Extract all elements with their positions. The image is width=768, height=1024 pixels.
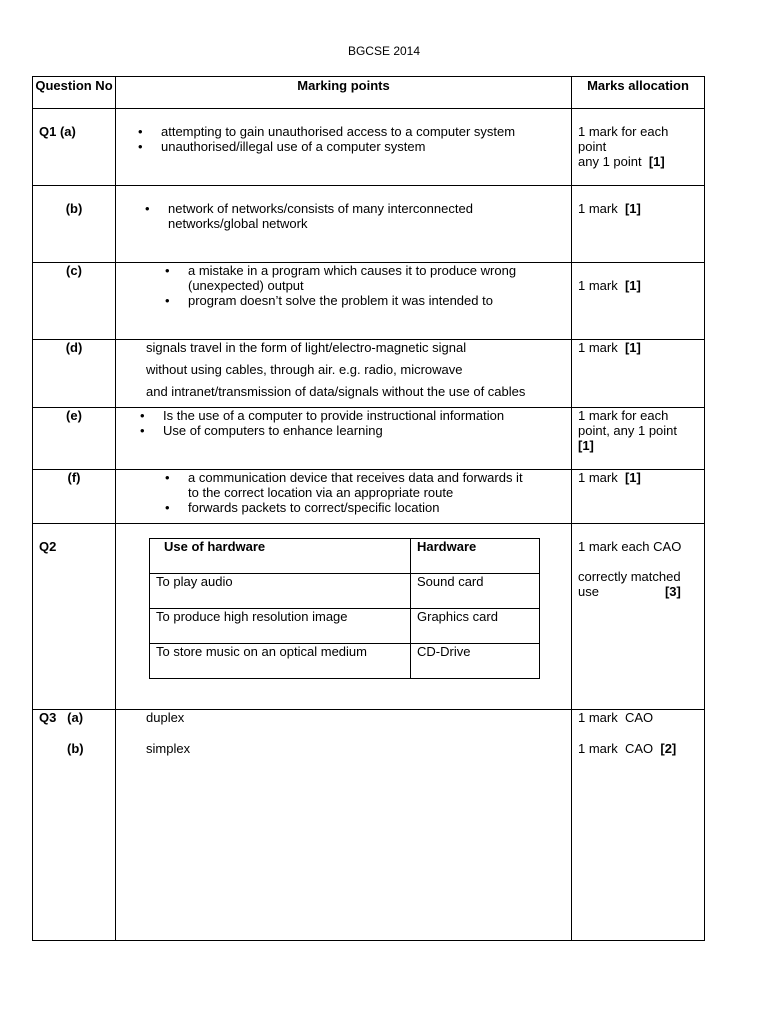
page-header: BGCSE 2014 — [347, 44, 421, 58]
table-row-q1d — [33, 340, 705, 408]
marks-text: 1 mark for each — [578, 408, 669, 423]
marking-point: • a mistake in a program which causes it to produce wrong — [188, 263, 565, 278]
marks-allocation-cell — [572, 524, 705, 710]
header-question-no: Question No — [33, 77, 116, 109]
question-label: (e) — [66, 408, 82, 423]
marks-total: [1] — [624, 278, 641, 293]
marking-points-cell — [116, 408, 572, 470]
marking-points-list — [188, 470, 565, 515]
question-label-cell — [33, 524, 116, 710]
marking-points-cell — [116, 710, 572, 941]
marks-text: any 1 point — [578, 154, 642, 169]
table-row-q1a — [33, 109, 705, 186]
marks-allocation-cell — [572, 470, 705, 524]
marking-line: signals travel in the form of light/electro-magnetic signal — [146, 340, 467, 355]
marks-text: point — [578, 139, 607, 154]
marking-point-continued: networks/global network — [168, 216, 308, 231]
marks-allocation-cell — [572, 263, 705, 340]
question-label: (d) — [65, 340, 83, 355]
marks-text: use — [578, 584, 599, 599]
table-row-q3 — [33, 710, 705, 941]
marks-text: 1 mark each CAO — [578, 539, 682, 554]
marks-total: [1] — [624, 340, 641, 355]
marks-text: correctly matched — [578, 569, 681, 584]
hw-use: To play audio — [150, 574, 411, 609]
table-row-q1e — [33, 408, 705, 470]
marking-points-block — [146, 340, 565, 399]
marking-point: • unauthorised/illegal use of a computer system — [161, 139, 565, 154]
marking-points-cell — [116, 263, 572, 340]
marking-points-cell — [116, 109, 572, 186]
marks-text: 1 mark — [578, 201, 618, 216]
marking-scheme-table — [32, 76, 705, 941]
marking-point: • attempting to gain unauthorised access to a computer system — [161, 124, 565, 139]
marking-point: • Use of computers to enhance learning — [163, 423, 565, 438]
question-label-cell — [33, 263, 116, 340]
marks-allocation-cell — [572, 109, 705, 186]
marking-points-cell — [116, 524, 572, 710]
marking-points-list — [188, 263, 565, 308]
marks-allocation-cell — [572, 710, 705, 941]
hw-hardware: CD-Drive — [411, 644, 540, 679]
marking-point: • a communication device that receives data and forwards it — [188, 470, 565, 485]
marks-allocation-cell — [572, 340, 705, 408]
marking-line: and intranet/transmission of data/signals without the use of cables — [146, 384, 526, 399]
marking-points-cell — [116, 186, 572, 263]
hardware-table-row — [150, 609, 540, 644]
hardware-table-row — [150, 574, 540, 609]
question-label-cell — [33, 340, 116, 408]
marks-text: 1 mark — [578, 340, 618, 355]
hardware-table-header — [150, 539, 540, 574]
marks-total: [1] — [648, 154, 665, 169]
marking-point-continued: (unexpected) output — [188, 278, 304, 293]
hardware-table — [149, 538, 540, 679]
question-label: Q2 — [39, 539, 57, 554]
header-marks-allocation: Marks allocation — [572, 77, 705, 109]
marks-allocation-cell — [572, 408, 705, 470]
marks-text: 1 mark CAO — [578, 710, 654, 725]
table-row-q2 — [33, 524, 705, 710]
marking-points-cell — [116, 470, 572, 524]
marking-points-cell — [116, 340, 572, 408]
header-marking-points: Marking points — [116, 77, 572, 109]
table-header-row — [33, 77, 705, 109]
marks-text: 1 mark — [578, 278, 618, 293]
marking-point: • Is the use of a computer to provide instructional information — [163, 408, 565, 423]
marks-total: [1] — [624, 470, 641, 485]
question-label-cell — [33, 186, 116, 263]
hardware-table-row — [150, 644, 540, 679]
hw-use: To produce high resolution image — [150, 609, 411, 644]
marking-point-continued: to the correct location via an appropriate route — [188, 485, 454, 500]
question-label: Q3 (a) — [39, 710, 84, 725]
marks-total: [2] — [660, 741, 677, 756]
marking-point: • program doesn’t solve the problem it was intended to — [188, 293, 565, 308]
marks-total: [3] — [664, 584, 681, 599]
marking-points-list — [163, 408, 565, 438]
marks-text: 1 mark CAO — [578, 741, 654, 756]
marking-answer: simplex — [146, 741, 191, 756]
question-label: (b) — [67, 741, 84, 756]
hw-header-use: Use of hardware — [150, 539, 411, 574]
question-label: (b) — [65, 201, 83, 216]
marking-points-list — [168, 201, 565, 231]
table-row-q1f — [33, 470, 705, 524]
hw-use: To store music on an optical medium — [150, 644, 411, 679]
marking-line: without using cables, through air. e.g. radio, microwave — [146, 362, 463, 377]
table-row-q1c — [33, 263, 705, 340]
question-label: Q1 (a) — [39, 124, 76, 139]
table-row-q1b — [33, 186, 705, 263]
question-label-cell — [33, 109, 116, 186]
marks-total: [1] — [578, 438, 594, 453]
question-label: (c) — [66, 263, 82, 278]
marking-point: • forwards packets to correct/specific location — [188, 500, 565, 515]
hw-header-hardware: Hardware — [411, 539, 540, 574]
question-label-cell — [33, 470, 116, 524]
question-label: (f) — [67, 470, 81, 485]
marking-point: • network of networks/consists of many interconnected — [168, 201, 565, 216]
hw-hardware: Graphics card — [411, 609, 540, 644]
question-label-cell — [33, 408, 116, 470]
marks-text: point, any 1 point — [578, 423, 678, 438]
marks-total: [1] — [624, 201, 641, 216]
question-label-cell — [33, 710, 116, 941]
marks-text: 1 mark — [578, 470, 618, 485]
hw-hardware: Sound card — [411, 574, 540, 609]
marks-text: 1 mark for each — [578, 124, 669, 139]
marking-points-list — [161, 124, 565, 154]
marks-allocation-cell — [572, 186, 705, 263]
marking-answer: duplex — [146, 710, 185, 725]
